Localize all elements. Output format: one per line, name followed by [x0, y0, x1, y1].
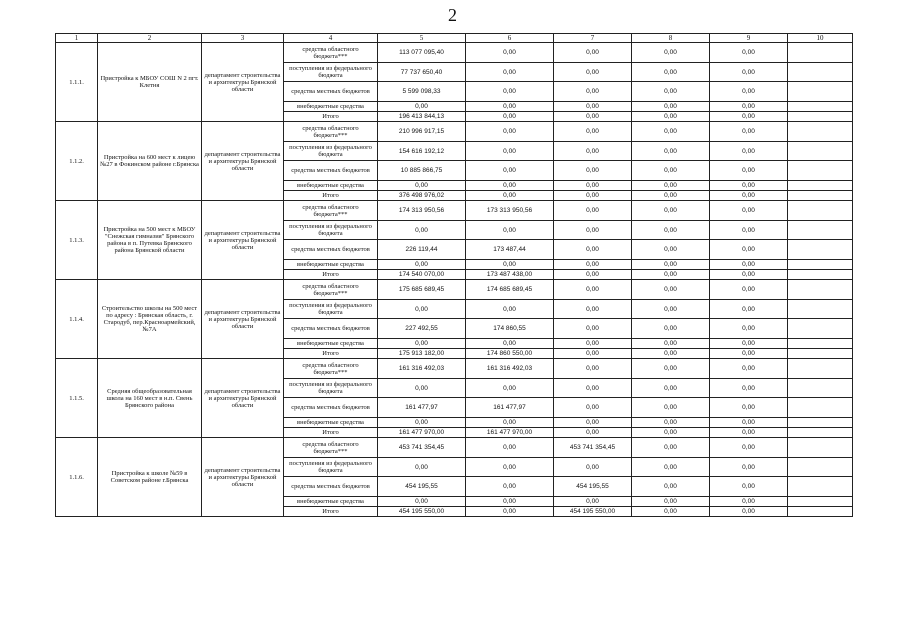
amount-cell: 161 477 970,00: [378, 428, 466, 438]
amount-cell: 0,00: [466, 122, 554, 142]
project-name: Пристройка на 600 мест к лицею №27 в Фокинском районе г.Брянска: [98, 122, 202, 201]
column-10-cell: [788, 349, 853, 359]
column-10-cell: [788, 438, 853, 458]
amount-cell: 226 119,44: [378, 240, 466, 260]
amount-cell: 0,00: [554, 181, 632, 191]
amount-cell: 0,00: [378, 221, 466, 240]
amount-cell: 0,00: [554, 270, 632, 280]
project-name: Пристройка на 500 мест к МБОУ "Снежская гимназия" Брянского района в п. Путевка Брянского района Брянской области: [98, 201, 202, 280]
funding-source: средства областного бюджета***: [284, 438, 378, 458]
amount-cell: 77 737 650,40: [378, 63, 466, 82]
amount-cell: 454 195,55: [378, 477, 466, 497]
project-index: 1.1.2.: [56, 122, 98, 201]
amount-cell: 0,00: [710, 260, 788, 270]
amount-cell: 0,00: [632, 82, 710, 102]
amount-cell: 0,00: [710, 221, 788, 240]
funding-source: Итого: [284, 507, 378, 517]
amount-cell: 0,00: [554, 122, 632, 142]
funding-source: средства областного бюджета***: [284, 201, 378, 221]
amount-cell: 0,00: [710, 240, 788, 260]
column-header: 9: [710, 34, 788, 43]
amount-cell: 0,00: [554, 221, 632, 240]
amount-cell: 0,00: [554, 319, 632, 339]
amount-cell: 454 195,55: [554, 477, 632, 497]
amount-cell: 0,00: [378, 497, 466, 507]
amount-cell: 0,00: [466, 477, 554, 497]
column-10-cell: [788, 270, 853, 280]
amount-cell: 0,00: [378, 458, 466, 477]
amount-cell: 0,00: [466, 260, 554, 270]
project-name: Средняя общеобразовательная школа на 160 мест в н.п. Свень Брянского района: [98, 359, 202, 438]
amount-cell: 0,00: [632, 418, 710, 428]
amount-cell: 0,00: [632, 161, 710, 181]
amount-cell: 0,00: [632, 181, 710, 191]
amount-cell: 0,00: [710, 507, 788, 517]
column-header: 7: [554, 34, 632, 43]
amount-cell: 0,00: [710, 181, 788, 191]
amount-cell: 196 413 844,13: [378, 112, 466, 122]
amount-cell: 0,00: [710, 112, 788, 122]
column-header: 6: [466, 34, 554, 43]
amount-cell: 210 996 917,15: [378, 122, 466, 142]
funding-source: внебюджетные средства: [284, 418, 378, 428]
amount-cell: 0,00: [710, 477, 788, 497]
amount-cell: 0,00: [466, 191, 554, 201]
funding-source: средства местных бюджетов: [284, 319, 378, 339]
amount-cell: 173 313 950,56: [466, 201, 554, 221]
column-10-cell: [788, 112, 853, 122]
amount-cell: 0,00: [466, 43, 554, 63]
amount-cell: 0,00: [466, 63, 554, 82]
amount-cell: 0,00: [632, 201, 710, 221]
amount-cell: 0,00: [710, 300, 788, 319]
column-10-cell: [788, 319, 853, 339]
column-header: 4: [284, 34, 378, 43]
column-10-cell: [788, 181, 853, 191]
amount-cell: 154 616 192,12: [378, 142, 466, 161]
amount-cell: 161 316 492,03: [466, 359, 554, 379]
table-row: [56, 438, 853, 458]
table-row: [56, 43, 853, 63]
amount-cell: 0,00: [466, 497, 554, 507]
funding-source: поступления из федерального бюджета: [284, 63, 378, 82]
funding-source: поступления из федерального бюджета: [284, 379, 378, 398]
amount-cell: 0,00: [710, 280, 788, 300]
column-10-cell: [788, 260, 853, 270]
amount-cell: 0,00: [466, 438, 554, 458]
amount-cell: 0,00: [710, 497, 788, 507]
amount-cell: 0,00: [632, 398, 710, 418]
column-10-cell: [788, 497, 853, 507]
amount-cell: 0,00: [710, 191, 788, 201]
column-header: 5: [378, 34, 466, 43]
amount-cell: 0,00: [554, 458, 632, 477]
amount-cell: 0,00: [554, 260, 632, 270]
amount-cell: 0,00: [466, 161, 554, 181]
amount-cell: 0,00: [554, 398, 632, 418]
amount-cell: 0,00: [466, 102, 554, 112]
amount-cell: 0,00: [554, 300, 632, 319]
project-name: Строительство школы на 500 мест по адресу : Брянская область, г. Стародуб, пер.Красноармейский,№7А: [98, 280, 202, 359]
column-number-row: [56, 34, 853, 43]
amount-cell: 0,00: [632, 339, 710, 349]
amount-cell: 0,00: [554, 201, 632, 221]
amount-cell: 0,00: [554, 240, 632, 260]
funding-source: средства местных бюджетов: [284, 161, 378, 181]
amount-cell: 0,00: [632, 428, 710, 438]
funding-source: поступления из федерального бюджета: [284, 458, 378, 477]
amount-cell: 0,00: [554, 82, 632, 102]
amount-cell: 0,00: [710, 339, 788, 349]
column-10-cell: [788, 191, 853, 201]
table-row: [56, 201, 853, 221]
amount-cell: 0,00: [710, 122, 788, 142]
project-name: Пристройка к школе №59 в Советском районе г.Брянска: [98, 438, 202, 517]
amount-cell: 454 195 550,00: [378, 507, 466, 517]
amount-cell: 0,00: [632, 240, 710, 260]
amount-cell: 0,00: [554, 339, 632, 349]
amount-cell: 0,00: [710, 438, 788, 458]
project-index: 1.1.3.: [56, 201, 98, 280]
column-header: 1: [56, 34, 98, 43]
amount-cell: 0,00: [378, 379, 466, 398]
amount-cell: 0,00: [710, 43, 788, 63]
amount-cell: 453 741 354,45: [378, 438, 466, 458]
amount-cell: 0,00: [554, 63, 632, 82]
amount-cell: 0,00: [710, 359, 788, 379]
amount-cell: 174 313 950,56: [378, 201, 466, 221]
column-10-cell: [788, 280, 853, 300]
amount-cell: 174 685 689,45: [466, 280, 554, 300]
amount-cell: 0,00: [632, 458, 710, 477]
amount-cell: 0,00: [554, 102, 632, 112]
column-10-cell: [788, 418, 853, 428]
column-10-cell: [788, 43, 853, 63]
column-10-cell: [788, 458, 853, 477]
responsible-department: департамент строительства и архитектуры Брянской области: [202, 122, 284, 201]
amount-cell: 0,00: [466, 181, 554, 191]
column-header: 10: [788, 34, 853, 43]
column-10-cell: [788, 201, 853, 221]
column-10-cell: [788, 398, 853, 418]
amount-cell: 0,00: [710, 458, 788, 477]
amount-cell: 0,00: [554, 379, 632, 398]
table-row: [56, 280, 853, 300]
amount-cell: 161 477 970,00: [466, 428, 554, 438]
amount-cell: 0,00: [378, 260, 466, 270]
funding-source: средства местных бюджетов: [284, 398, 378, 418]
amount-cell: 0,00: [466, 82, 554, 102]
funding-source: внебюджетные средства: [284, 181, 378, 191]
amount-cell: 0,00: [632, 379, 710, 398]
funding-source: средства областного бюджета***: [284, 359, 378, 379]
amount-cell: 0,00: [554, 349, 632, 359]
amount-cell: 0,00: [378, 300, 466, 319]
funding-source: средства областного бюджета***: [284, 280, 378, 300]
column-10-cell: [788, 300, 853, 319]
amount-cell: 0,00: [632, 349, 710, 359]
funding-source: внебюджетные средства: [284, 102, 378, 112]
column-10-cell: [788, 240, 853, 260]
amount-cell: 0,00: [554, 112, 632, 122]
amount-cell: 174 540 070,00: [378, 270, 466, 280]
amount-cell: 0,00: [632, 142, 710, 161]
amount-cell: 0,00: [554, 428, 632, 438]
project-index: 1.1.1.: [56, 43, 98, 122]
table-row: [56, 359, 853, 379]
amount-cell: 0,00: [554, 191, 632, 201]
amount-cell: 161 477,97: [466, 398, 554, 418]
amount-cell: 0,00: [554, 161, 632, 181]
funding-source: средства местных бюджетов: [284, 477, 378, 497]
amount-cell: 174 860 550,00: [466, 349, 554, 359]
funding-source: средства местных бюджетов: [284, 240, 378, 260]
amount-cell: 0,00: [710, 379, 788, 398]
column-10-cell: [788, 102, 853, 112]
amount-cell: 0,00: [466, 507, 554, 517]
amount-cell: 5 599 098,33: [378, 82, 466, 102]
funding-source: Итого: [284, 428, 378, 438]
column-10-cell: [788, 359, 853, 379]
funding-source: внебюджетные средства: [284, 339, 378, 349]
amount-cell: 113 077 095,40: [378, 43, 466, 63]
amount-cell: 0,00: [632, 191, 710, 201]
amount-cell: 0,00: [554, 497, 632, 507]
amount-cell: 453 741 354,45: [554, 438, 632, 458]
amount-cell: 0,00: [710, 270, 788, 280]
amount-cell: 175 913 182,00: [378, 349, 466, 359]
responsible-department: департамент строительства и архитектуры Брянской области: [202, 43, 284, 122]
amount-cell: 175 685 689,45: [378, 280, 466, 300]
amount-cell: 0,00: [554, 43, 632, 63]
amount-cell: 0,00: [710, 201, 788, 221]
amount-cell: 376 498 976,02: [378, 191, 466, 201]
amount-cell: 173 487,44: [466, 240, 554, 260]
amount-cell: 0,00: [710, 319, 788, 339]
amount-cell: 227 492,55: [378, 319, 466, 339]
amount-cell: 0,00: [554, 359, 632, 379]
amount-cell: 0,00: [710, 428, 788, 438]
amount-cell: 0,00: [632, 221, 710, 240]
amount-cell: 0,00: [632, 122, 710, 142]
amount-cell: 0,00: [632, 270, 710, 280]
amount-cell: 0,00: [710, 418, 788, 428]
amount-cell: 0,00: [554, 418, 632, 428]
funding-source: средства местных бюджетов: [284, 82, 378, 102]
column-10-cell: [788, 379, 853, 398]
amount-cell: 0,00: [554, 280, 632, 300]
amount-cell: 161 477,97: [378, 398, 466, 418]
amount-cell: 0,00: [466, 379, 554, 398]
responsible-department: департамент строительства и архитектуры Брянской области: [202, 280, 284, 359]
funding-source: поступления из федерального бюджета: [284, 300, 378, 319]
amount-cell: 0,00: [632, 43, 710, 63]
budget-table: [55, 33, 853, 517]
responsible-department: департамент строительства и архитектуры Брянской области: [202, 438, 284, 517]
amount-cell: 0,00: [632, 260, 710, 270]
column-10-cell: [788, 428, 853, 438]
column-10-cell: [788, 82, 853, 102]
funding-source: внебюджетные средства: [284, 497, 378, 507]
amount-cell: 0,00: [466, 300, 554, 319]
amount-cell: 174 860,55: [466, 319, 554, 339]
column-10-cell: [788, 477, 853, 497]
amount-cell: 0,00: [632, 63, 710, 82]
amount-cell: 0,00: [632, 112, 710, 122]
amount-cell: 0,00: [466, 339, 554, 349]
column-10-cell: [788, 339, 853, 349]
amount-cell: 10 885 866,75: [378, 161, 466, 181]
amount-cell: 0,00: [554, 142, 632, 161]
amount-cell: 0,00: [710, 398, 788, 418]
amount-cell: 173 487 438,00: [466, 270, 554, 280]
amount-cell: 0,00: [632, 319, 710, 339]
amount-cell: 0,00: [378, 418, 466, 428]
project-index: 1.1.4.: [56, 280, 98, 359]
table-row: [56, 122, 853, 142]
column-10-cell: [788, 507, 853, 517]
responsible-department: департамент строительства и архитектуры Брянской области: [202, 359, 284, 438]
amount-cell: 0,00: [466, 458, 554, 477]
amount-cell: 0,00: [710, 161, 788, 181]
page-number: 2: [448, 5, 457, 25]
amount-cell: 0,00: [710, 102, 788, 112]
project-index: 1.1.5.: [56, 359, 98, 438]
column-10-cell: [788, 161, 853, 181]
amount-cell: 0,00: [466, 112, 554, 122]
amount-cell: 0,00: [710, 82, 788, 102]
amount-cell: 0,00: [466, 142, 554, 161]
funding-source: поступления из федерального бюджета: [284, 142, 378, 161]
amount-cell: 454 195 550,00: [554, 507, 632, 517]
responsible-department: департамент строительства и архитектуры Брянской области: [202, 201, 284, 280]
amount-cell: 0,00: [632, 359, 710, 379]
amount-cell: 0,00: [710, 142, 788, 161]
amount-cell: 0,00: [710, 349, 788, 359]
amount-cell: 0,00: [632, 102, 710, 112]
column-header: 2: [98, 34, 202, 43]
project-name: Пристройка к МБОУ СОШ N 2 пгт. Клетня: [98, 43, 202, 122]
funding-source: Итого: [284, 349, 378, 359]
column-header: 3: [202, 34, 284, 43]
column-10-cell: [788, 63, 853, 82]
amount-cell: 0,00: [632, 477, 710, 497]
amount-cell: 0,00: [378, 181, 466, 191]
column-10-cell: [788, 142, 853, 161]
funding-source: Итого: [284, 270, 378, 280]
funding-source: Итого: [284, 191, 378, 201]
funding-source: внебюджетные средства: [284, 260, 378, 270]
funding-source: средства областного бюджета***: [284, 43, 378, 63]
funding-source: Итого: [284, 112, 378, 122]
funding-source: поступления из федерального бюджета: [284, 221, 378, 240]
amount-cell: 0,00: [710, 63, 788, 82]
funding-source: средства областного бюджета***: [284, 122, 378, 142]
amount-cell: 0,00: [632, 497, 710, 507]
column-10-cell: [788, 122, 853, 142]
amount-cell: 0,00: [632, 507, 710, 517]
amount-cell: 0,00: [632, 300, 710, 319]
amount-cell: 0,00: [632, 438, 710, 458]
amount-cell: 0,00: [632, 280, 710, 300]
column-header: 8: [632, 34, 710, 43]
amount-cell: 0,00: [466, 221, 554, 240]
amount-cell: 161 316 492,03: [378, 359, 466, 379]
amount-cell: 0,00: [378, 102, 466, 112]
amount-cell: 0,00: [466, 418, 554, 428]
amount-cell: 0,00: [378, 339, 466, 349]
project-index: 1.1.6.: [56, 438, 98, 517]
column-10-cell: [788, 221, 853, 240]
